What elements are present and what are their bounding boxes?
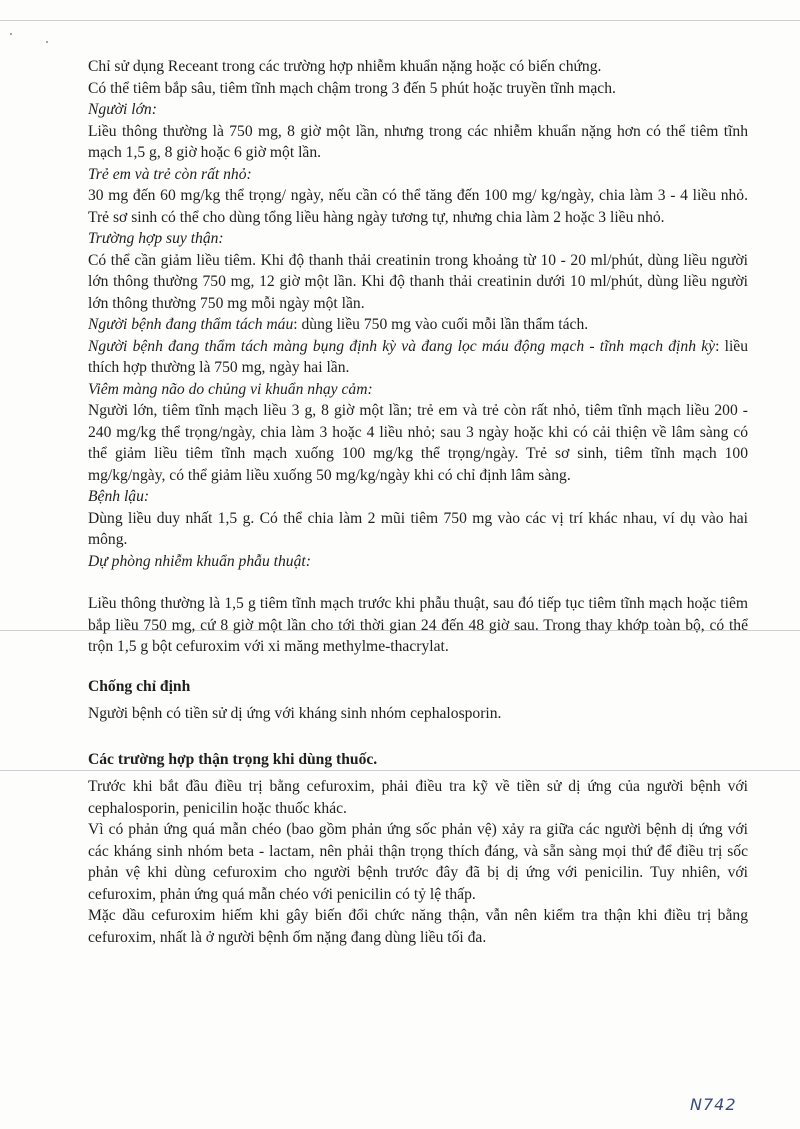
contraindications-heading: Chống chỉ định [88,677,191,695]
handwritten-page-mark: N742 [690,1095,737,1114]
document-page [88,56,748,948]
meningitis-label: Viêm màng não do chủng vi khuẩn nhạy cảm: [88,380,373,398]
precautions-heading: Các trường hợp thận trọng khi dùng thuốc. [88,750,378,768]
child-label: Trẻ em và trẻ còn rất nhỏ: [88,165,252,183]
adult-text: Liều thông thường là 750 mg, 8 giờ một lần, nhưng trong các nhiễm khuẩn nặng hơn có thể tiêm tĩnh mạch 1,5 g, 8 giờ hoặc 6 giờ một lần. [88,122,748,161]
intro-line-2: Có thể tiêm bắp sâu, tiêm tĩnh mạch chậm trong 3 đến 5 phút hoặc truyền tĩnh mạch. [88,79,616,97]
spacer [88,572,748,593]
meningitis-text: Người lớn, tiêm tĩnh mạch liều 3 g, 8 giờ một lần; trẻ em và trẻ còn rất nhỏ, tiêm tĩnh mạch liều 200 - 240 mg/kg thể trọng/ngày, chia làm 3 hoặc 4 liều nhỏ; sau 3 ngày hoặc khi có cải thiện về lâm sàng có thể giảm liều tiêm tĩnh mạch xuống 100 mg/kg thể trọng/ngày. Trẻ sơ sinh, tiêm tĩnh mạch 100 mg/kg/ngày, có thể giảm liều xuống 50 mg/kg/ngày khi có chỉ định lâm sàng. [88,402,748,484]
contraindications-section [88,676,748,725]
hemodialysis-label: Người bệnh đang thẩm tách máu [88,316,294,333]
prophylaxis-label: Dự phòng nhiễm khuẩn phẫu thuật: [88,552,311,570]
precautions-paragraph-3: Mặc dầu cefuroxim hiếm khi gây biến đổi chức năng thận, vẫn nên kiểm tra thận khi điều trị bằng cefuroxim, nhất là ở người bệnh ốm nặng đang dùng liều tối đa. [88,907,748,946]
scan-speck [10,33,12,35]
precautions-paragraph-1: Trước khi bắt đầu điều trị bằng cefuroxim, phải điều tra kỹ về tiền sử dị ứng của người bệnh với cephalosporin, penicilin hoặc thuốc khác. [88,778,748,817]
spacer [88,725,748,749]
gonorrhea-label: Bệnh lậu: [88,488,150,505]
peritoneal-label: Người bệnh đang thẩm tách màng bụng định kỳ và đang lọc máu động mạch - tĩnh mạch định kỳ [88,337,716,355]
peritoneal-text: : liều thích hợp thường là 750 mg, ngày hai lần. [88,337,748,376]
adult-label: Người lớn: [88,101,157,118]
peritoneal-paragraph [88,336,748,379]
spacer [88,658,748,676]
renal-label: Trường hợp suy thận: [88,230,224,247]
scan-speck [46,41,48,43]
hemodialysis-text: : dùng liều 750 mg vào cuối mỗi lần thẩm tách. [293,316,589,333]
hemodialysis-paragraph [88,314,748,336]
dosage-section [88,56,748,658]
precautions-paragraph-2: Vì có phản ứng quá mẫn chéo (bao gồm phản ứng sốc phản vệ) xảy ra giữa các người bệnh dị ứng với các kháng sinh nhóm beta - lactam, nên phải thận trọng thích đáng, và sẵn sàng mọi thứ để điều trị sốc phản vệ khi dùng cefuroxim cho người bệnh trước đây đã bị dị ứng với penicilin. Tuy nhiên, với cefuroxim, phản ứng quá mẫn chéo với penicilin có tỷ lệ thấp. [88,821,748,903]
contraindications-text: Người bệnh có tiền sử dị ứng với kháng sinh nhóm cephalosporin. [88,705,502,722]
scan-artifact-line [0,20,800,21]
precautions-section [88,749,748,949]
renal-text: Có thể cần giảm liều tiêm. Khi độ thanh thải creatinin trong khoảng từ 10 - 20 ml/phút, dùng liều người lớn thông thường 750 mg, 12 giờ một lần. Khi độ thanh thải creatinin dưới 10 ml/phút, dùng liều người lớn thông thường 750 mg mỗi ngày một lần. [88,251,748,312]
child-text: 30 mg đến 60 mg/kg thể trọng/ ngày, nếu cần có thể tăng đến 100 mg/ kg/ngày, chia làm 3 - 4 liều nhỏ. Trẻ sơ sinh có thể cho dùng tổng liều hàng ngày tương tự, nhưng chia làm 2 hoặc 3 liều nhỏ. [88,187,748,226]
prophylaxis-text: Liều thông thường là 1,5 g tiêm tĩnh mạch trước khi phẫu thuật, sau đó tiếp tục tiêm tĩnh mạch hoặc tiêm bắp liều 750 mg, cứ 8 giờ một lần cho tới thời gian 24 đến 48 giờ sau. Trong thay khớp toàn bộ, có thể trộn 1,5 g bột cefuroxim với xi măng methylme-thacrylat. [88,595,748,655]
gonorrhea-text: Dùng liều duy nhất 1,5 g. Có thể chia làm 2 mũi tiêm 750 mg vào các vị trí khác nhau, ví dụ vào hai mông. [88,509,748,548]
intro-line-1: Chỉ sử dụng Receant trong các trường hợp nhiễm khuẩn nặng hoặc có biến chứng. [88,58,602,75]
